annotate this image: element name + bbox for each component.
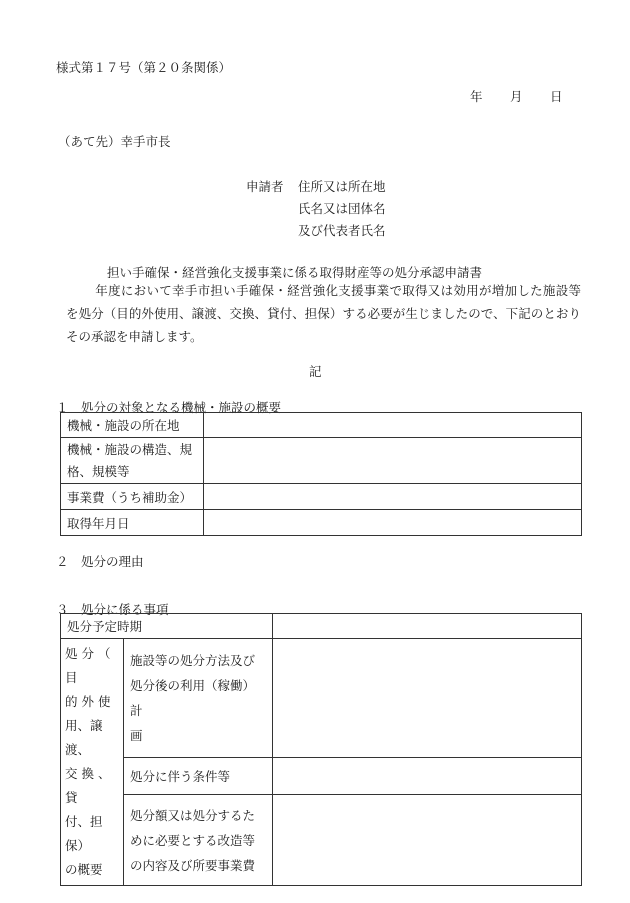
section2-heading: ２ 処分の理由 [56, 554, 144, 569]
location-label: 機械・施設の所在地 [61, 413, 204, 438]
acquisition-date-label: 取得年月日 [61, 510, 204, 536]
date-year: 年 [470, 89, 483, 104]
date-month: 月 [510, 89, 523, 104]
table-row [61, 614, 582, 639]
table-row [61, 484, 582, 510]
table-row [61, 510, 582, 536]
amount-field[interactable] [273, 795, 582, 886]
table-row [61, 413, 582, 438]
representative-label: 及び代表者氏名 [298, 223, 386, 238]
date-day: 日 [550, 89, 563, 104]
section1-heading: １ 処分の対象となる機械・施設の概要 [56, 400, 282, 415]
document-title: 担い手確保・経営強化支援事業に係る取得財産等の処分承認申請書 [107, 265, 483, 280]
body-text: 年度において幸手市担い手確保・経営強化支援事業で取得又は効用が増加した施設等を処分（目的外使用、譲渡、交換、貸付、担保）する必要が生じましたので、下記のとおりその承認を申請します。 [66, 283, 581, 344]
form-number: 様式第１７号（第２０条関係） [56, 60, 232, 75]
method-label: 施設等の処分方法及び 処分後の利用（稼働）計 画 [124, 639, 273, 758]
address-label: 住所又は所在地 [298, 179, 386, 194]
ki-marker: 記 [309, 364, 322, 379]
location-field[interactable] [204, 413, 582, 438]
conditions-field[interactable] [273, 757, 582, 794]
schedule-label: 処分予定時期 [61, 614, 273, 639]
name-label: 氏名又は団体名 [298, 201, 386, 216]
section3-heading: ３ 処分に係る事項 [56, 602, 169, 617]
recipient: （あて先）幸手市長 [58, 134, 171, 149]
method-field[interactable] [273, 639, 582, 758]
table-row [61, 795, 582, 886]
application-body [66, 279, 581, 348]
cost-field[interactable] [204, 484, 582, 510]
table-row [61, 639, 582, 758]
structure-field[interactable] [204, 438, 582, 484]
section1-table [60, 412, 582, 536]
schedule-field[interactable] [273, 614, 582, 639]
acquisition-date-field[interactable] [204, 510, 582, 536]
table-row [61, 757, 582, 794]
table-row [61, 438, 582, 484]
applicant-block [246, 177, 386, 243]
structure-label: 機械・施設の構造、規 格、規模等 [61, 438, 204, 484]
section3-table [60, 613, 582, 886]
cost-label: 事業費（うち補助金） [61, 484, 204, 510]
disposal-overview-label: 処 分 （ 目 的 外 使 用、譲渡、 交 換 、 貸 付、担保） の概要 [61, 639, 124, 886]
conditions-label: 処分に伴う条件等 [124, 757, 273, 794]
applicant-label: 申請者 [246, 179, 284, 194]
amount-label: 処分額又は処分するた めに必要とする改造等 の内容及び所要事業費 [124, 795, 273, 886]
